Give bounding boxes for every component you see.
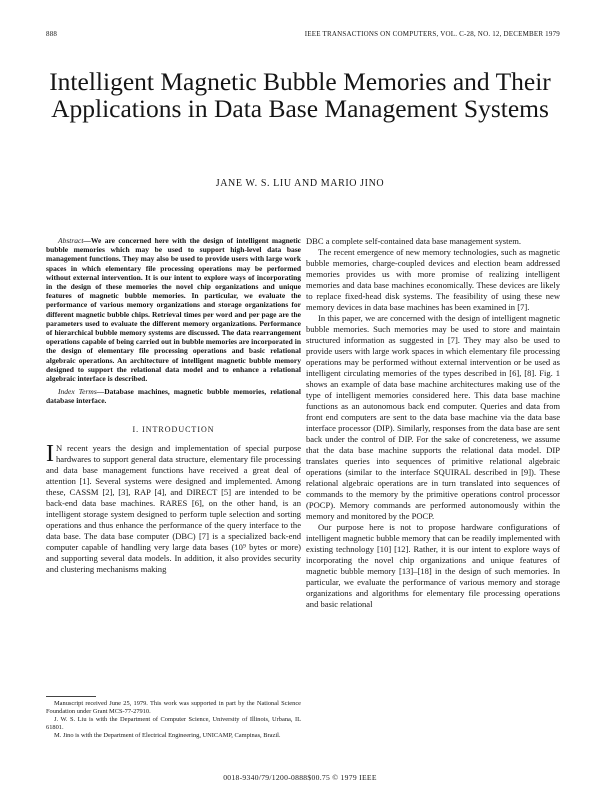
abstract-label: Abstract bbox=[58, 236, 84, 245]
footnote: M. Jino is with the Department of Electrical Engineering, UNICAMP, Campinas, Brazil. bbox=[54, 732, 281, 739]
section-heading: I. INTRODUCTION bbox=[132, 424, 215, 434]
footnotes bbox=[46, 700, 301, 740]
running-header: IEEE TRANSACTIONS ON COMPUTERS, VOL. C-28, NO. 12, DECEMBER 1979 bbox=[304, 30, 560, 38]
authors: JANE W. S. LIU AND MARIO JINO bbox=[215, 178, 385, 189]
right-column bbox=[306, 236, 560, 610]
index-terms-text: —Database machines, magnetic bubble memories, relational database interface. bbox=[46, 387, 301, 406]
left-column bbox=[46, 236, 301, 575]
paragraph: The recent emergence of new memory technologies, such as magnetic bubble memories, charge-coupled devices and election beam addressed memories provides us with more promise of realizing intelligent memories and data base machines economically. These devices are likely to replace fixed-head disk systems. The feasibility of using these new memory devices in data base machines has been examined in [7]. bbox=[306, 247, 560, 312]
index-terms bbox=[46, 387, 301, 405]
paragraph: In this paper, we are concerned with the design of intelligent magnetic bubble memories. Such memories may be used to store and maintain structured information as suggested in [7]. They may also be used to provide users with large work spaces in which elementary file processing operations may be performed without external intervention or be used as intelligent circulating memories of the types described in [6], [8]. Fig. 1 shows an example of data base machine architectures making use of the type of intelligent memories considered here. This data base machine functions as an autonomous back end computer. Queries and data from front end computers are sent to the data base machine via the data base interface processor (DIP). Similarly, responses from the data base are sent back under the control of DIP. For the sake of concreteness, we assume that the data base machine supports the relational data model. DIP translates queries into sequences of primitive relational algebraic operations (similar to the interface SQUIRAL described in [9]). These relational algebraic operations are in turn translated into sequences of commands to the memory by the primitive operations control processor (POCP). Memory commands are performed autonomously within the memory and monitored by the POCP. bbox=[306, 313, 560, 521]
footnote: Manuscript received June 25, 1979. This work was supported in part by the National Science Foundation under Grant MCS-77-27910. bbox=[46, 700, 301, 715]
intro-paragraph bbox=[46, 440, 301, 575]
abstract-text: —We are concerned here with the design of intelligent magnetic bubble memories which may be used to support high-level data base management functions. They may also be used to provide users with large work spaces in which elementary file processing operations may be performed without external intervention. It is our intent to explore ways of incorporating in the design of these memories the novel chip organizations and unique features of magnetic bubble memories. In particular, we evaluate the performance of various memory organizations and storage organizations for different magnetic bubble chips. Retrieval times per word and per page are the parameters used to evaluate the different memory organizations. Performance of hierarchical bubble memory systems are discussed. The data rearrangement operations capable of being carried out in bubble memories are incorporated in the design of elementary file processing operations and basic relational algebraic operations. An architecture of intelligent magnetic bubble memory designed to support the relational data model and to enhance a relational algebraic interface is described. bbox=[46, 236, 301, 384]
drop-cap: I bbox=[46, 440, 54, 467]
page-number: 888 bbox=[46, 30, 58, 38]
intro-text: N recent years the design and implementation of special purpose hardwares to support general data structure, elementary file processing and data base management functions have received a great deal of attention [1]. Several systems were designed and implemented. Among these, CASSM [2], [3], RAP [4], and DIRECT [5] are intended to be back-end data base machines. RARES [6], on the other hand, is an intelligent storage system designed to perform tuple selection and sorting operations and thus enhance the performance of the query interface to the data base. The data base computer (DBC) [7] is a specialized back-end computer capable of handling very large data bases (10⁹ bytes or more) and supporting several data models. In addition, it also provides security and clustering mechanisms making bbox=[46, 442, 301, 574]
abstract bbox=[46, 236, 301, 383]
paragraph: DBC a complete self-contained data base management system. bbox=[306, 236, 522, 246]
footnote-rule bbox=[46, 696, 96, 697]
footnote: J. W. S. Liu is with the Department of Computer Science, University of Illinois, Urbana, IL 61801. bbox=[46, 716, 301, 731]
index-terms-label: Index Terms bbox=[58, 387, 97, 397]
paragraph: Our purpose here is not to propose hardware configurations of intelligent magnetic bubble memory that can be readily implemented with existing technology [10] [12]. Rather, it is our intent to explore ways of incorporating the novel chip organizations and unique features of magnetic bubble memory [13]–[18] in the design of such memories. In particular, we evaluate the performance of various memory and storage organizations and algorithms for elementary file processing operations and basic relational bbox=[306, 522, 560, 609]
paper-title: Intelligent Magnetic Bubble Memories and Their Applications in Data Base Management Systems bbox=[49, 67, 551, 123]
copyright-footer: 0018-9340/79/1200-0888$00.75 © 1979 IEEE bbox=[223, 773, 377, 782]
